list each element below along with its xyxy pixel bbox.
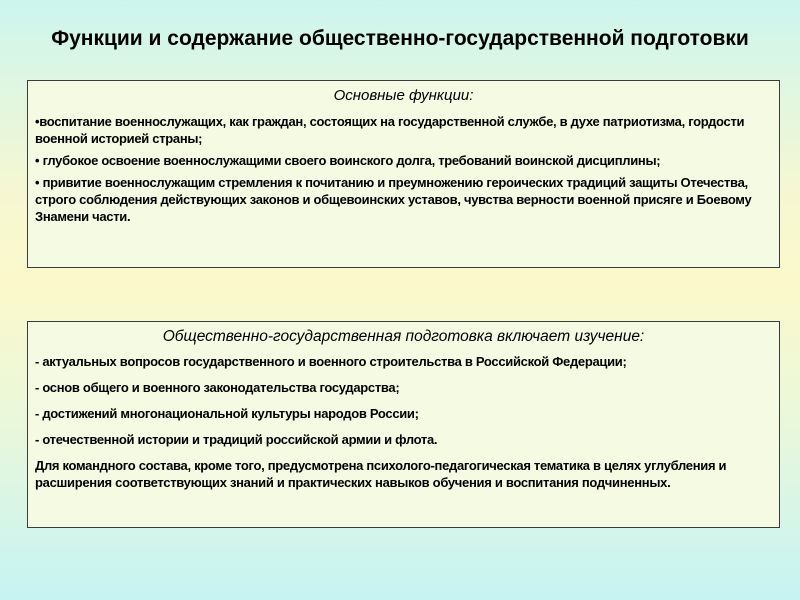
curriculum-item-state-building: - актуальных вопросов государственного и военного строительства в Российской Федерации; xyxy=(35,354,627,369)
function-item-patriotism: •воспитание военнослужащих, как граждан, состоящих на государственной службе, в духе патриотизма, гордости военной историей страны; xyxy=(35,114,745,146)
main-functions-heading: Основные функции: xyxy=(333,87,474,104)
curriculum-command-staff-note: Для командного состава, кроме того, предусмотрена психолого-педагогическая тематика в целях углубления и расширения соответствующих знаний и практических навыков обучения и воспитания подчиненных. xyxy=(35,458,727,490)
function-item-military-duty: • глубокое освоение военнослужащими своего воинского долга, требований воинской дисциплины; xyxy=(35,153,661,168)
slide-title: Функции и содержание общественно-государственной подготовки xyxy=(51,27,749,50)
curriculum-heading: Общественно-государственная подготовка включает изучение: xyxy=(162,328,645,345)
curriculum-box xyxy=(27,321,780,528)
main-functions-box xyxy=(27,80,780,268)
function-item-heroic-traditions: • привитие военнослужащим стремления к почитанию и преумножению героических традиций защиты Отечества, строго соблюдения действующих законов и общевоинских уставов, чувства верности военной присяге и Боевому Знамени части. xyxy=(35,175,752,224)
curriculum-item-culture: - достижений многонациональной культуры народов России; xyxy=(35,406,419,421)
curriculum-item-history: - отечественной истории и традиций российской армии и флота. xyxy=(35,432,438,447)
curriculum-item-legislation: - основ общего и военного законодательства государства; xyxy=(35,380,400,395)
